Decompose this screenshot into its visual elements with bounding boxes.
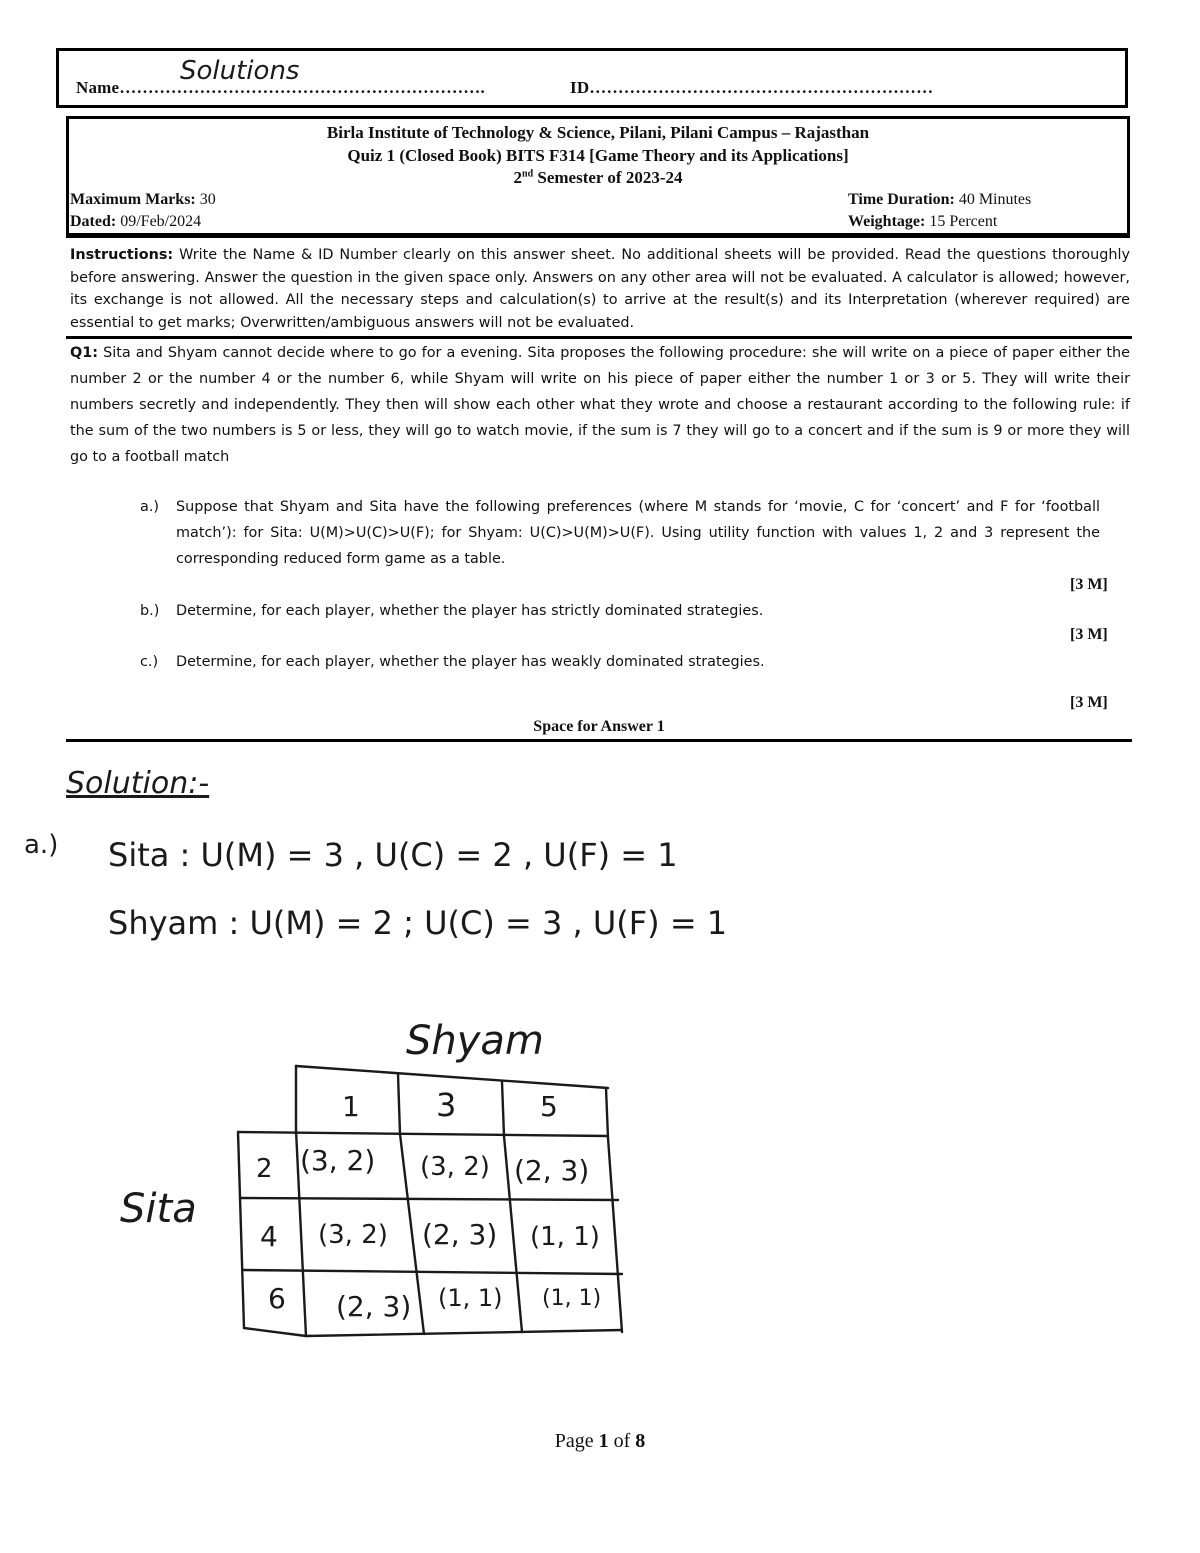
payoff-cell: (2, 3) (336, 1290, 412, 1323)
col-header-5: 5 (540, 1090, 558, 1123)
max-marks: Maximum Marks: 30 (70, 191, 216, 208)
answer-divider (66, 739, 1132, 742)
table-row-player: Sita (120, 1186, 197, 1232)
time-duration: Time Duration: 40 Minutes (848, 191, 1032, 208)
name-label: Name………………………………………………………. (76, 78, 485, 97)
question-part-a: a.) Suppose that Shyam and Sita have the following preferences (where M stands for ‘movie, C for ‘concert’ and F for ‘football match’): for Sita: U(M)>U(C)>U(F); for Shyam: U(C)>U(M)>U(F). Using utility function with values 1, 2 and 3 represent the corresponding reduced form game as a table. (140, 499, 1100, 567)
payoff-cell: (3, 2) (300, 1144, 376, 1177)
solution-heading: Solution:- (66, 766, 210, 801)
row-header-6: 6 (268, 1282, 286, 1315)
page-number: Page 1 of 8 (554, 1430, 646, 1452)
divider (66, 336, 1132, 339)
marks-part-b: [3 M] (1070, 626, 1108, 643)
col-header-1: 1 (342, 1090, 360, 1123)
name-value: Solutions (180, 56, 300, 86)
instructions: Instructions: Write the Name & ID Number clearly on this answer sheet. No additional sheets will be provided. Read the questions thoroughly before answering. Answer the question in the given space only. Answers on any other area will not be evaluated. A calculator is allowed; however, its exchange is not allowed. All the necessary steps and calculation(s) to arrive at the result(s) and its Interpretation (wherever required) are essential to get marks; Overwritten/ambiguous answers will not be evaluated. (70, 247, 1130, 331)
institute-name: Birla Institute of Technology & Science, Pilani, Pilani Campus – Rajasthan (326, 123, 870, 142)
payoff-cell: (1, 1) (542, 1286, 602, 1311)
question-part-c: c.) Determine, for each player, whether the player has weakly dominated strategies. (140, 654, 765, 670)
payoff-cell: (3, 2) (318, 1220, 388, 1250)
row-header-2: 2 (256, 1154, 273, 1184)
semester: 2nd Semester of 2023-24 (513, 168, 683, 187)
solution-part-label: a.) (24, 830, 59, 860)
marks-part-a: [3 M] (1070, 576, 1108, 593)
weightage: Weightage: 15 Percent (848, 213, 998, 230)
id-label: ID…………………………………………………… (570, 78, 934, 97)
question-part-b: b.) Determine, for each player, whether the player has strictly dominated strategies. (140, 603, 764, 619)
row-header-4: 4 (260, 1220, 278, 1253)
payoff-cell: (1, 1) (438, 1284, 503, 1312)
table-column-player: Shyam (406, 1018, 544, 1064)
payoff-cell: (2, 3) (422, 1218, 498, 1251)
payoff-cell: (3, 2) (420, 1152, 490, 1182)
quiz-title: Quiz 1 (Closed Book) BITS F314 [Game Theory and its Applications] (347, 146, 849, 165)
marks-part-c: [3 M] (1070, 694, 1108, 711)
dated: Dated: 09/Feb/2024 (70, 213, 202, 230)
col-header-3: 3 (436, 1086, 457, 1124)
payoff-cell: (2, 3) (514, 1154, 590, 1187)
question-1: Q1: Sita and Shyam cannot decide where to go for a evening. Sita proposes the following procedure: she will write on a piece of paper either the number 2 or the number 4 or the number 6, while Shyam will write on his piece of paper either the number 1 or 3 or 5. They will write their numbers secretly and independently. They then will show each other what they wrote and choose a restaurant according to the following rule: if the sum of the two numbers is 5 or less, they will go to watch movie, if the sum is 7 they will go to a concert and if the sum is 9 or more they will go to a football match (70, 345, 1130, 465)
payoff-cell: (1, 1) (530, 1222, 600, 1252)
sita-utilities: Sita : U(M) = 3 , U(C) = 2 , U(F) = 1 (108, 836, 678, 874)
space-for-answer-label: Space for Answer 1 (533, 718, 665, 735)
shyam-utilities: Shyam : U(M) = 2 ; U(C) = 3 , U(F) = 1 (108, 904, 728, 942)
